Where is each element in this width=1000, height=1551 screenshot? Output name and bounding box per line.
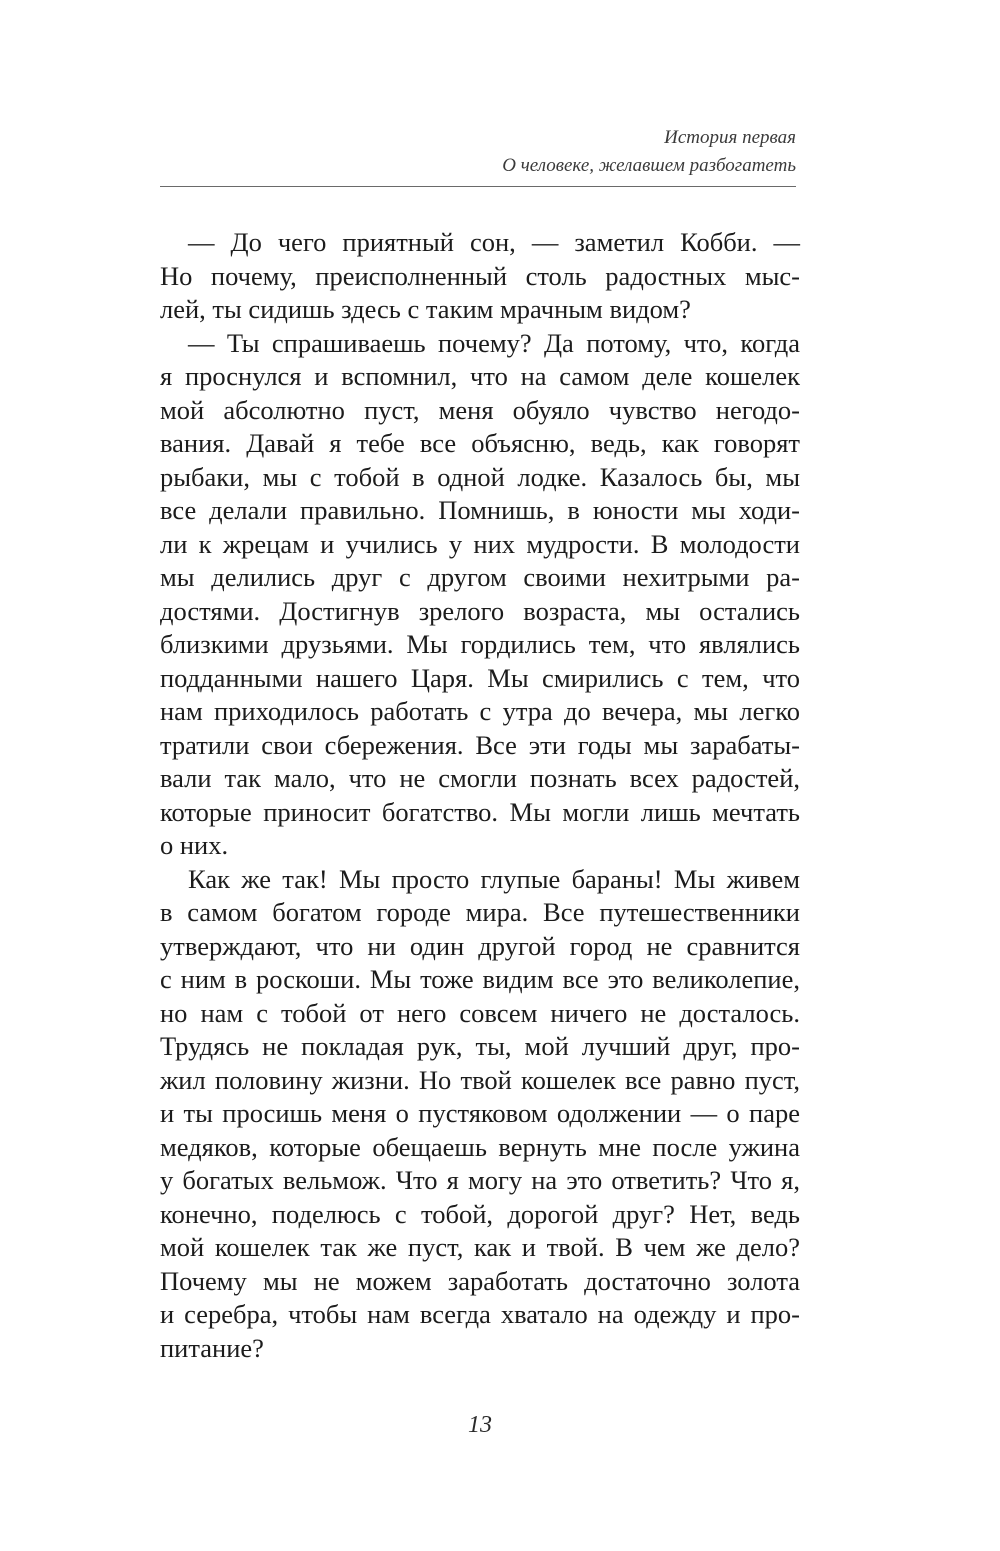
text-line: утверждают, что ни один другой город не сравнится (160, 930, 800, 961)
text-line: нам приходилось работать с утра до вечера, мы легко (160, 696, 800, 726)
text-line: питание? (160, 1332, 264, 1363)
text-line: и серебра, чтобы нам всегда хватало на одежду и про- (160, 1299, 800, 1329)
text-line: конечно, поделюсь с тобой, дорогой друг? Нет, ведь (160, 1198, 800, 1229)
text-line: рыбаки, мы с тобой в одной лодке. Казалось бы, мы (160, 461, 800, 492)
text-line: которые приносит богатство. Мы могли лишь мечтать (160, 796, 800, 827)
text-line: — До чего приятный сон, — заметил Кобби. — (188, 227, 800, 257)
text-line: и ты просишь меня о пустяковом одолжении — о паре (160, 1098, 800, 1128)
page-number: 13 (468, 1412, 492, 1438)
text-line: у богатых вельмож. Что я могу на это ответить? Что я, (160, 1165, 800, 1195)
text-line: все делали правильно. Помнишь, в юности мы ходи- (160, 495, 800, 525)
text-line: о них. (160, 830, 229, 860)
text-line: вания. Давай я тебе все объясню, ведь, как говорят (160, 428, 800, 458)
running-head-chapter: О человеке, желавшем разбогатеть (502, 155, 796, 176)
header-rule (160, 186, 796, 187)
text-line: Трудясь не покладая рук, ты, мой лучший друг, про- (160, 1031, 800, 1061)
text-line: я проснулся и вспомнил, что на самом деле кошелек (160, 361, 800, 391)
text-line: мой абсолютно пуст, меня обуяло чувство негодо- (160, 394, 800, 425)
text-line: Почему мы не можем заработать достаточно золота (160, 1265, 800, 1296)
text-line: мы делились друг с другом своими нехитрыми ра- (160, 562, 800, 592)
text-line: ли к жрецам и учились у них мудрости. В молодости (160, 528, 800, 559)
body-text (160, 226, 800, 1365)
text-line: но нам с тобой от него совсем ничего не досталось. (160, 997, 800, 1028)
text-line: достями. Достигнув зрелого возраста, мы остались (160, 595, 800, 626)
text-line: с ним в роскоши. Мы тоже видим все это великолепие, (160, 964, 800, 994)
text-line: Как же так! Мы просто глупые бараны! Мы живем (188, 863, 800, 894)
text-line: Но почему, преисполненный столь радостных мыс- (160, 260, 800, 291)
text-line: в самом богатом городе мира. Все путешественники (160, 897, 800, 927)
text-line: подданными нашего Царя. Мы смирились с тем, что (160, 662, 800, 693)
text-line: близкими друзьями. Мы гордились тем, что являлись (160, 629, 800, 659)
text-line: — Ты спрашиваешь почему? Да потому, что, когда (188, 327, 800, 358)
text-line: лей, ты сидишь здесь с таким мрачным видом? (160, 294, 691, 324)
text-line: тратили свои сбережения. Все эти годы мы зарабаты- (160, 729, 800, 760)
text-line: мой кошелек так же пуст, как и твой. В чем же дело? (160, 1232, 800, 1262)
running-head (160, 124, 796, 180)
text-line: медяков, которые обещаешь вернуть мне после ужина (160, 1131, 800, 1162)
text-line: жил половину жизни. Но твой кошелек все равно пуст, (160, 1064, 800, 1095)
text-line: вали так мало, что не смогли познать всех радостей, (160, 763, 800, 793)
running-head-section: История первая (664, 127, 796, 148)
